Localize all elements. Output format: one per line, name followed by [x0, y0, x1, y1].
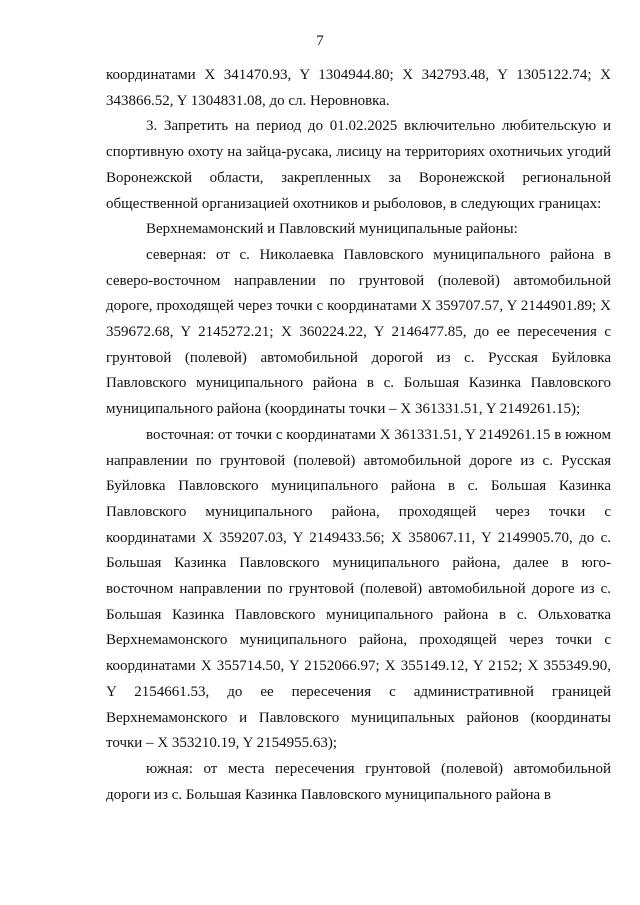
paragraph-item-3: 3. Запретить на период до 01.02.2025 включительно любительскую и спортивную охоту на зайца-русака, лисицу на территориях охотничьих угодий Воронежской области, закрепленных за Воронежской региональной общественной организацией охотников и рыболовов, в следующих границах:	[106, 118, 611, 212]
paragraph-southern-boundary: южная: от места пересечения грунтовой (полевой) автомобильной дороги из с. Большая Казинка Павловского муниципального района в	[106, 760, 611, 803]
paragraph-continuation: координатами X 341470.93, Y 1304944.80; X 342793.48, Y 1305122.74; X 343866.52, Y 1304831.08, до сл. Неровновка.	[106, 67, 611, 109]
paragraph-districts-heading: Верхнемамонский и Павловский муниципальные районы:	[146, 221, 518, 238]
paragraph-eastern-boundary: восточная: от точки с координатами X 361331.51, Y 2149261.15 в южном направлении по грунтовой (полевой) автомобильной дороге из с. Русская Буйловка Павловского муниципального района в с. Большая Казинка Павловского муниципального района, проходящей через точки с координатами X 359207.03, Y 2149433.56; X 358067.11, Y 2149905.70, до с. Большая Казинка Павловского муниципального района, далее в юго-восточном направлении по грунтовой (полевой) автомобильной дороге из с. Большая Казинка Павловского муниципального района в с. Ольховатка Верхнемамонского муниципального района, проходящей через точки с координатами X 355714.50, Y 2152066.97; X 355149.12, Y 2152; X 355349.90, Y 2154661.53, до ее пересечения с административной границей Верхнемамонского и Павловского муниципальных районов (координаты точки – X 353210.19, Y 2154955.63);	[106, 426, 611, 752]
page-number: 7	[316, 33, 324, 49]
document-body	[106, 63, 611, 808]
paragraph-northern-boundary: северная: от с. Николаевка Павловского муниципального района в северо-восточном направлении по грунтовой (полевой) автомобильной дороге, проходящей через точки с координатами X 359707.57, Y 2144901.89; X 359672.68, Y 2145272.21; X 360224.22, Y 2146477.85, до ее пересечения с грунтовой (полевой) автомобильной дорогой из с. Русская Буйловка Павловского муниципального района в с. Большая Казинка Павловского муниципального района (координаты точки – X 361331.51, Y 2149261.15);	[106, 246, 611, 418]
